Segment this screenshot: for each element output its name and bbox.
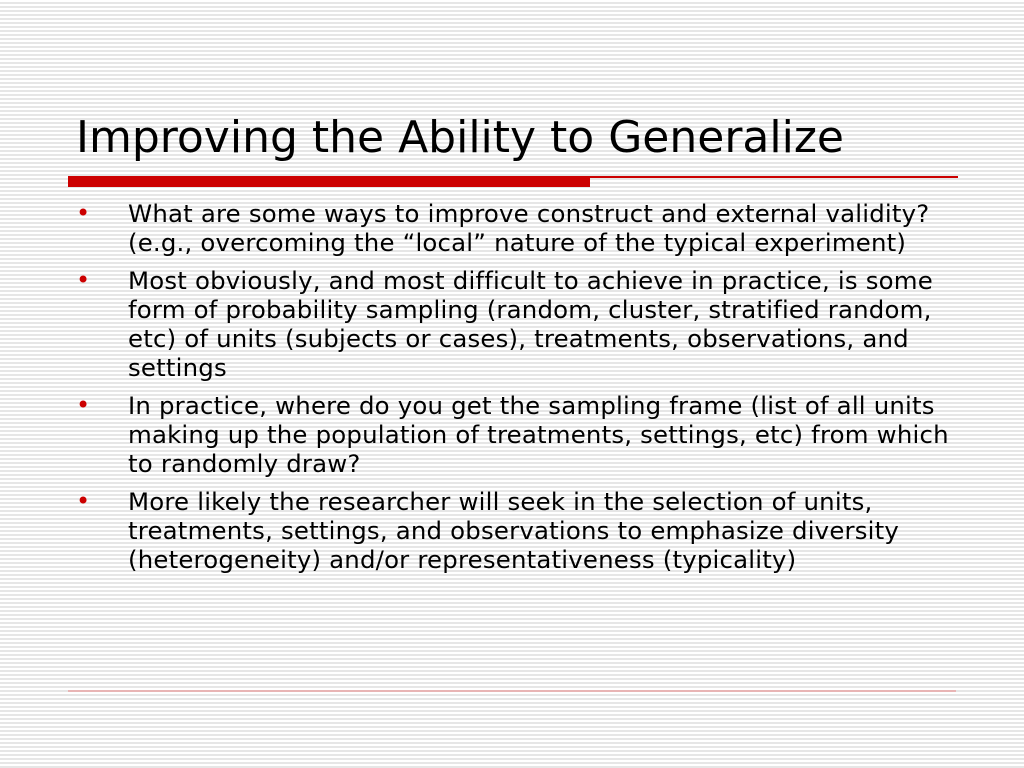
bullet-dot-icon: • — [76, 487, 91, 515]
bullet-text: More likely the researcher will seek in the selection of units, treatments, settings, and observations to emphasize diversity (heterogeneity) and/or representativeness (typicality) — [128, 487, 900, 574]
title-underline-thick — [68, 176, 590, 187]
slide-title: Improving the Ability to Generalize — [76, 112, 845, 163]
bullet-text: Most obviously, and most difficult to achieve in practice, is some form of probability sampling (random, cluster, stratified random, etc) of units (subjects or cases), treatments, observations, and settings — [128, 266, 933, 382]
bullet-item — [76, 266, 956, 382]
bullet-dot-icon: • — [76, 391, 91, 419]
bullet-dot-icon: • — [76, 199, 91, 227]
bullet-list — [76, 199, 956, 583]
bullet-dot-icon: • — [76, 266, 91, 294]
bullet-text: What are some ways to improve construct and external validity? (e.g., overcoming the “local” nature of the typical experiment) — [128, 199, 930, 257]
footer-divider — [68, 690, 956, 692]
bullet-item — [76, 391, 956, 478]
title-underline-thin — [590, 176, 958, 178]
bullet-item — [76, 199, 956, 257]
bullet-text: In practice, where do you get the sampling frame (list of all units making up the population of treatments, settings, etc) from which to randomly draw? — [128, 391, 949, 478]
bullet-item — [76, 487, 956, 574]
